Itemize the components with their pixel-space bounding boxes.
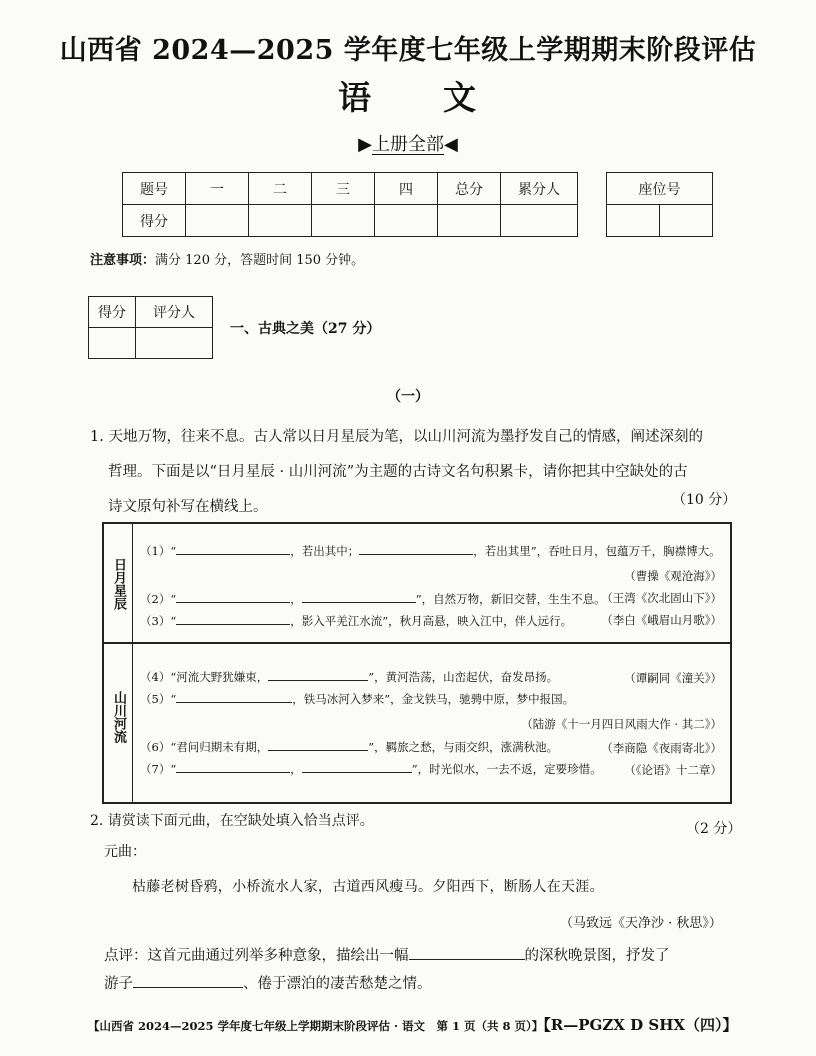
card-item-3 (140, 612, 572, 629)
answer-blank[interactable] (133, 973, 243, 988)
card-item-5 (140, 690, 574, 707)
comment-text: 点评：这首元曲通过列举多种意象，描绘出一幅 (104, 948, 409, 964)
answer-blank[interactable] (359, 542, 473, 555)
answer-blank[interactable] (409, 945, 525, 960)
question-1-line: 1. 天地万物，往来不息。古人常以日月星辰为笔，以山川河流为墨抒发自己的情感，阐述深刻的 (90, 429, 703, 445)
seat-entry-cell[interactable] (660, 205, 713, 237)
item-text: ，影入平羌江水流”，秋月高悬，映入江中，伴人远行。 (290, 614, 573, 628)
question-1-line: 哲理。下面是以“日月星辰 · 山川河流”为主题的古诗文名句积累卡，请你把其中空缺处的古 (108, 464, 688, 480)
poem-text: 枯藤老树昏鸦，小桥流水人家，古道西风瘦马。夕阳西下，断肠人在天涯。 (132, 879, 604, 895)
card-item-1-source: （曹操《观沧海》） (624, 569, 722, 583)
item-text: ”，羁旅之愁，与雨交织，涨满秋池。 (368, 740, 559, 754)
card-vertical-divider (132, 524, 133, 802)
card-item-2 (140, 590, 606, 607)
group-label-sun-moon: 日月星辰 (111, 558, 126, 610)
comment-text: 、倦于漂泊的凄苦愁楚之情。 (243, 976, 432, 992)
item-text: ”，黄河浩荡，山峦起伏，奋发昂扬。 (368, 670, 559, 684)
score-row-label: 得分 (123, 205, 186, 237)
answer-blank[interactable] (176, 542, 290, 555)
part-heading: （一） (387, 389, 429, 405)
card-item-1 (140, 542, 721, 559)
score-header-cell: 题号 (123, 173, 186, 205)
item-text: ，若出其里”，吞吐日月，包蕴万千，胸襟博大。 (473, 544, 721, 558)
item-text: （5）“ (140, 692, 177, 706)
answer-blank[interactable] (302, 590, 416, 603)
question-2-points: （2 分） (686, 821, 742, 837)
exam-title: 山西省 2024—2025 学年度七年级上学期期末阶段评估 (59, 35, 757, 66)
score-entry-cell[interactable] (375, 205, 438, 237)
score-table-header-row (123, 173, 578, 205)
score-header-cell: 一 (186, 173, 249, 205)
card-item-4 (140, 668, 558, 685)
answer-blank[interactable] (176, 690, 292, 703)
comment-text: 游子 (104, 976, 133, 992)
poem-card (102, 522, 732, 804)
card-item-4-source: （谭嗣同《潼关》） (624, 671, 722, 685)
item-text: （3）“ (140, 614, 177, 628)
item-text: （1）“ (140, 544, 177, 558)
answer-blank[interactable] (302, 760, 412, 773)
answer-blank[interactable] (176, 612, 290, 625)
score-header-cell: 三 (312, 173, 375, 205)
grader-name-cell[interactable] (136, 328, 213, 359)
page-footer (88, 1014, 738, 1035)
grader-score-cell[interactable] (89, 328, 136, 359)
comment-text: 的深秋晚景图，抒发了 (524, 948, 670, 964)
card-item-7-source: （《论语》十二章） (624, 763, 722, 777)
footer-code: 【R—PGZX D SHX（四）】 (543, 1016, 738, 1034)
section-title: 一、古典之美（27 分） (230, 321, 381, 337)
score-entry-cell[interactable] (438, 205, 501, 237)
seat-label: 座位号 (607, 173, 713, 205)
score-entry-cell[interactable] (312, 205, 375, 237)
footer-text: 【山西省 2024—2025 学年度七年级上学期期末阶段评估 · 语文 第 1 页（共 8 页）】 (88, 1019, 544, 1033)
item-text: （4）“河流大野犹嫌束， (140, 670, 269, 684)
card-item-7 (140, 760, 602, 777)
score-entry-cell[interactable] (249, 205, 312, 237)
comment-line-1 (104, 944, 670, 965)
group-label-mountains-rivers: 山川河流 (111, 691, 126, 743)
score-header-cell: 二 (249, 173, 312, 205)
subject-title: 语 文 (338, 78, 478, 117)
question-2-stem: 2. 请赏读下面元曲，在空缺处填入恰当点评。 (90, 813, 374, 829)
answer-blank[interactable] (176, 590, 290, 603)
card-item-2-source: （王湾《次北固山下》） (601, 591, 722, 605)
score-header-cell: 累分人 (501, 173, 578, 205)
notice (90, 249, 364, 268)
score-table-score-row (123, 205, 578, 237)
score-table (122, 172, 578, 237)
score-header-cell: 总分 (438, 173, 501, 205)
yuanqu-label: 元曲： (104, 844, 146, 860)
item-text: ，若出其中； (290, 544, 360, 558)
question-1-points: （10 分） (672, 492, 737, 508)
score-header-cell: 四 (375, 173, 438, 205)
triangle-right-icon: ▶ (358, 134, 372, 155)
poem-source: （马致远《天净沙 · 秋思》） (560, 916, 722, 931)
triangle-left-icon: ◀ (444, 134, 458, 155)
item-text: ，铁马冰河入梦来”，金戈铁马，驰骋中原，梦中报国。 (292, 692, 575, 706)
card-item-6 (140, 738, 558, 755)
card-item-3-source: （李白《峨眉山月歌》） (601, 613, 722, 627)
notice-label: 注意事项： (90, 253, 156, 268)
grader-table (88, 296, 213, 359)
scope-label (0, 130, 816, 156)
item-text: ”，自然万物，新旧交替，生生不息。 (415, 592, 606, 606)
scope-text: 上册全部 (372, 134, 444, 155)
question-1-line: 诗文原句补写在横线上。 (108, 499, 268, 515)
item-text: ， (290, 592, 302, 606)
item-text: ， (290, 762, 302, 776)
item-text: （6）“君问归期未有期， (140, 740, 269, 754)
question-1-stem (90, 420, 736, 525)
score-entry-cell[interactable] (186, 205, 249, 237)
card-item-5-source: （陆游《十一月四日风雨大作 · 其二》） (521, 717, 722, 731)
score-entry-cell[interactable] (501, 205, 578, 237)
grader-score-label: 得分 (89, 297, 136, 328)
answer-blank[interactable] (176, 760, 290, 773)
card-item-6-source: （李商隐《夜雨寄北》） (601, 741, 722, 755)
answer-blank[interactable] (268, 668, 368, 681)
seat-table (606, 172, 713, 237)
answer-blank[interactable] (268, 738, 368, 751)
notice-text: 满分 120 分，答题时间 150 分钟。 (155, 253, 365, 268)
item-text: ”，时光似水，一去不返，定要珍惜。 (411, 762, 602, 776)
comment-line-2 (104, 972, 432, 993)
item-text: （2）“ (140, 592, 177, 606)
seat-entry-cell[interactable] (607, 205, 660, 237)
item-text: （7）“ (140, 762, 177, 776)
card-horizontal-divider (104, 642, 730, 644)
grader-name-label: 评分人 (136, 297, 213, 328)
